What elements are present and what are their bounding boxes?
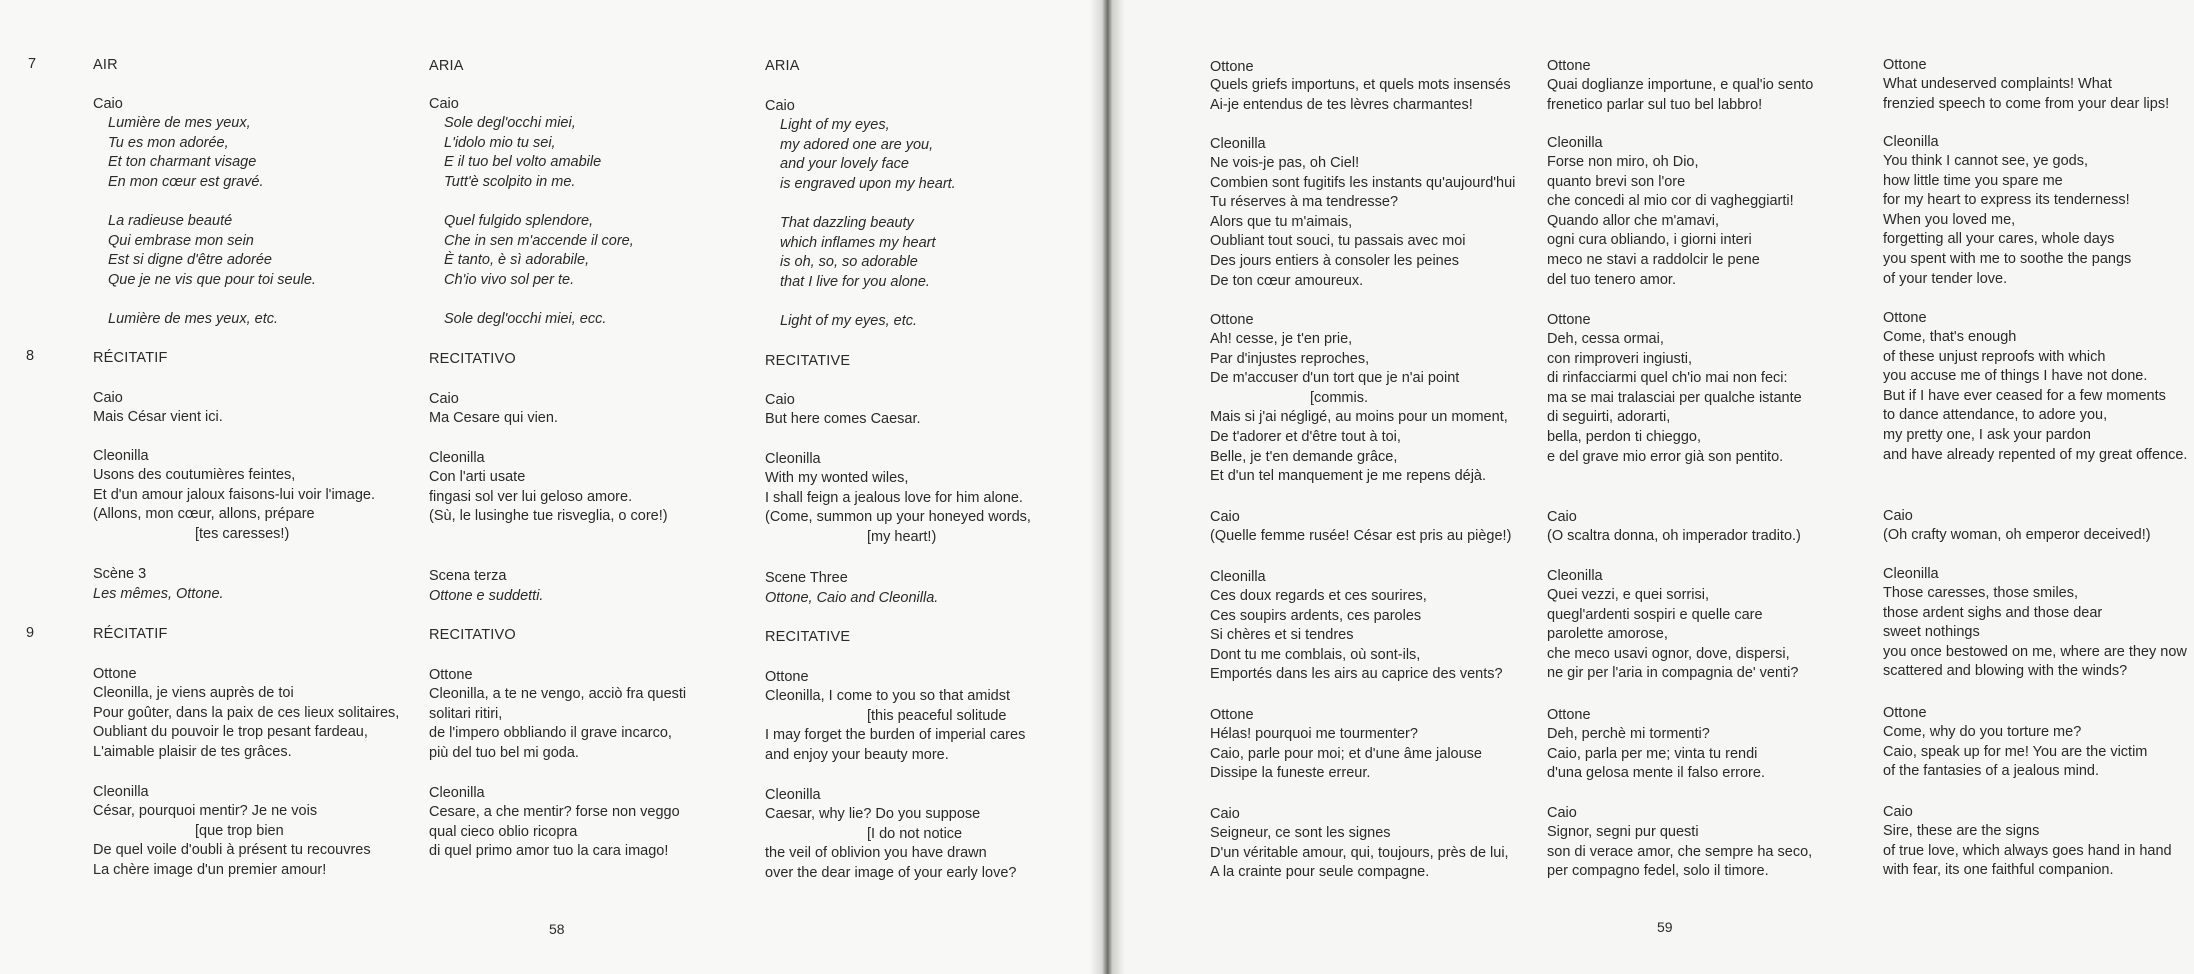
speaker-name: Caio (1547, 805, 1577, 821)
da-capo-line: Lumière de mes yeux, etc. (108, 311, 279, 327)
verse-stanza: That dazzling beauty which inflames my heart is oh, so, so adorable that I live for you alone. (780, 215, 936, 290)
speaker-name: Cleonilla (429, 450, 485, 466)
dialogue-lines: Quels griefs importuns, et quels mots insensés Ai-je entendus de tes lèvres charmantes! (1210, 77, 1511, 113)
section-heading: RECITATIVE (765, 629, 851, 645)
section-number-8: 8 (26, 348, 35, 364)
speaker-name: Caio (765, 392, 795, 408)
dialogue-lines: Ah! cesse, je t'en prie, Par d'injustes reproches, De m'accuser d'un tort que je n'ai point [commis. Mais si j'ai négligé, au moins pour un moment, De t'adorer et d'être tout à toi, Belle, je t'en demande grâce, Et d'un tel manquement je me repens déjà. (1210, 331, 1508, 485)
dialogue-lines: With my wonted wiles, I shall feign a jealous love for him alone. (Come, summon up your honeyed words, [my heart!) (765, 470, 1031, 545)
section-heading: RECITATIVO (429, 627, 516, 643)
speaker-name: Cleonilla (1210, 569, 1266, 585)
speaker-name: Caio (1883, 508, 1913, 524)
speaker-name: Caio (93, 96, 123, 112)
dialogue-lines: Quei vezzi, e quei sorrisi, quegl'ardenti sospiri e quelle care parolette amorose, che meco usavi ognor, dove, dispersi, ne gir per l'aria in compagnia de' venti? (1547, 587, 1799, 682)
speaker-name: Caio (1210, 509, 1240, 525)
dialogue-lines: Ces doux regards et ces sourires, Ces soupirs ardents, ces paroles Si chères et si tendres Dont tu me comblais, où sont-ils, Emportés dans les airs au caprice des vents? (1210, 588, 1503, 683)
scene-title: Scene Three (765, 570, 848, 586)
speaker-name: Cleonilla (429, 785, 485, 801)
section-heading: ARIA (765, 58, 800, 74)
section-heading: RECITATIVE (765, 353, 851, 369)
speaker-name: Caio (429, 96, 459, 112)
speaker-name: Caio (93, 390, 123, 406)
right-page (1106, 0, 2194, 974)
verse-stanza: Lumière de mes yeux, Tu es mon adorée, Et ton charmant visage En mon cœur est gravé. (108, 115, 264, 190)
dialogue-line: (Quelle femme rusée! César est pris au piège!) (1210, 528, 1512, 544)
speaker-name: Cleonilla (93, 784, 149, 800)
verse-stanza: Quel fulgido splendore, Che in sen m'accende il core, È tanto, è sì adorabile, Ch'io vivo sol per te. (444, 213, 634, 288)
speaker-name: Ottone (1547, 58, 1591, 74)
speaker-name: Ottone (1883, 705, 1927, 721)
da-capo-line: Sole degl'occhi miei, ecc. (444, 311, 607, 327)
section-heading: RECITATIVO (429, 351, 516, 367)
speaker-name: Caio (1210, 806, 1240, 822)
dialogue-lines: Con l'arti usate fingasi sol ver lui geloso amore. (Sù, le lusinghe tue risveglia, o core!) (429, 469, 668, 525)
verse-stanza: Light of my eyes, my adored one are you, and your lovely face is engraved upon my heart. (780, 117, 956, 192)
dialogue-lines: You think I cannot see, ye gods, how little time you spare me for my heart to express its tenderness! When you loved me, forgetting all your cares, whole days you spent with me to soothe the pangs of your tender love. (1883, 153, 2132, 287)
speaker-name: Ottone (1210, 707, 1254, 723)
dialogue-lines: Forse non miro, oh Dio, quanto brevi son l'ore che concedi al mio cor di vagheggiarti! Quando allor che m'amavi, ogni cura obliando, i giorni interi meco ne stavi a raddolcir le pene del tuo tenero amor. (1547, 154, 1794, 288)
book-spine-gutter (1090, 0, 1124, 974)
speaker-name: Cleonilla (1883, 566, 1939, 582)
dialogue-lines: Ne vois-je pas, oh Ciel! Combien sont fugitifs les instants qu'aujourd'hui Tu réserves à ma tendresse? Alors que tu m'aimais, Oubliant tout souci, tu passais avec moi Des jours entiers à consoler les peines De ton cœur amoureux. (1210, 155, 1516, 289)
dialogue-line: (Oh crafty woman, oh emperor deceived!) (1883, 527, 2151, 543)
dialogue-lines: Cesare, a che mentir? forse non veggo qual cieco oblio ricopra di quel primo amor tuo la cara imago! (429, 804, 680, 860)
dialogue-lines: What undeserved complaints! What frenzied speech to come from your dear lips! (1883, 76, 2170, 112)
speaker-name: Cleonilla (1547, 135, 1603, 151)
dialogue-lines: Hélas! pourquoi me tourmenter? Caio, parle pour moi; et d'une âme jalouse Dissipe la funeste erreur. (1210, 726, 1482, 782)
speaker-name: Ottone (1883, 57, 1927, 73)
dialogue-lines: Caesar, why lie? Do you suppose [I do not notice the veil of oblivion you have drawn over the dear image of your early love? (765, 806, 1017, 881)
dialogue-lines: Usons des coutumières feintes, Et d'un amour jaloux faisons-lui voir l'image. (Allons, mon cœur, allons, prépare [tes caresses!) (93, 467, 375, 542)
speaker-name: Ottone (429, 667, 473, 683)
page-number: 59 (1657, 919, 1673, 935)
dialogue-lines: Signor, segni pur questi son di verace amor, che sempre ha seco, per compagno fedel, solo il timore. (1547, 824, 1813, 880)
speaker-name: Cleonilla (765, 451, 821, 467)
scene-description: Ottone, Caio and Cleonilla. (765, 590, 939, 606)
speaker-name: Cleonilla (1210, 136, 1266, 152)
dialogue-lines: Sire, these are the signs of true love, which always goes hand in hand with fear, its one faithful companion. (1883, 823, 2172, 879)
speaker-name: Ottone (93, 666, 137, 682)
dialogue-line: Ma Cesare qui vien. (429, 410, 558, 426)
dialogue-lines: Come, why do you torture me? Caio, speak up for me! You are the victim of the fantasies of a jealous mind. (1883, 724, 2148, 780)
dialogue-lines: Those caresses, those smiles, those ardent sighs and those dear sweet nothings you once bestowed on me, where are they now scattered and blowing with the winds? (1883, 585, 2187, 680)
speaker-name: Ottone (765, 669, 809, 685)
speaker-name: Ottone (1883, 310, 1927, 326)
dialogue-lines: Cleonilla, I come to you so that amidst [this peaceful solitude I may forget the burden of imperial cares and enjoy your beauty more. (765, 688, 1026, 763)
dialogue-lines: Deh, cessa ormai, con rimproveri ingiusti, di rinfacciarmi quel ch'io mai non feci: ma se mai tralasciai per qualche istante di seguirti, adorarti, bella, perdon ti chieggo, e del grave mio error già son pentito. (1547, 331, 1802, 465)
dialogue-lines: Deh, perchè mi tormenti? Caio, parla per me; vinta tu rendi d'una gelosa mente il falso errore. (1547, 726, 1765, 782)
verse-stanza: Sole degl'occhi miei, L'idolo mio tu sei, E il tuo bel volto amabile Tutt'è scolpito in me. (444, 115, 602, 190)
section-heading: RÉCITATIF (93, 350, 168, 366)
dialogue-lines: Seigneur, ce sont les signes D'un véritable amour, qui, toujours, près de lui, A la crainte pour seule compagne. (1210, 825, 1509, 881)
dialogue-lines: Cleonilla, a te ne vengo, acciò fra questi solitari ritiri, de l'impero obbliando il grave incarco, più del tuo bel mi goda. (429, 686, 687, 761)
speaker-name: Cleonilla (1883, 134, 1939, 150)
speaker-name: Caio (765, 98, 795, 114)
dialogue-line: (O scaltra donna, oh imperador tradito.) (1547, 528, 1801, 544)
speaker-name: Ottone (1547, 312, 1591, 328)
scene-description: Ottone e suddetti. (429, 588, 544, 604)
dialogue-lines: Cleonilla, je viens auprès de toi Pour goûter, dans la paix de ces lieux solitaires, Oubliant du pouvoir le trop pesant fardeau, L'aimable plaisir de tes grâces. (93, 685, 400, 760)
dialogue-line: But here comes Caesar. (765, 411, 921, 427)
section-number-7: 7 (28, 56, 37, 72)
section-heading: AIR (93, 57, 118, 73)
speaker-name: Cleonilla (765, 787, 821, 803)
verse-stanza: La radieuse beauté Qui embrase mon sein Est si digne d'être adorée Que je ne vis que pour toi seule. (108, 213, 316, 288)
dialogue-lines: César, pourquoi mentir? Je ne vois [que trop bien De quel voile d'oubli à présent tu recouvres La chère image d'un premier amour! (93, 803, 371, 878)
speaker-name: Ottone (1547, 707, 1591, 723)
speaker-name: Cleonilla (93, 448, 149, 464)
scene-description: Les mêmes, Ottone. (93, 586, 224, 602)
dialogue-lines: Quai doglianze importune, e qual'io sento frenetico parlar sul tuo bel labbro! (1547, 77, 1814, 113)
da-capo-line: Light of my eyes, etc. (780, 313, 918, 329)
scene-title: Scène 3 (93, 566, 147, 582)
page-number: 58 (549, 921, 565, 937)
scene-title: Scena terza (429, 568, 507, 584)
speaker-name: Ottone (1210, 59, 1254, 75)
dialogue-line: Mais César vient ici. (93, 409, 223, 425)
speaker-name: Cleonilla (1547, 568, 1603, 584)
speaker-name: Caio (1547, 509, 1577, 525)
speaker-name: Ottone (1210, 312, 1254, 328)
speaker-name: Caio (1883, 804, 1913, 820)
speaker-name: Caio (429, 391, 459, 407)
section-heading: RÉCITATIF (93, 626, 168, 642)
section-number-9: 9 (26, 625, 35, 641)
section-heading: ARIA (429, 58, 464, 74)
dialogue-lines: Come, that's enough of these unjust reproofs with which you accuse me of things I have not done. But if I have ever ceased for a few moments to dance attendance, to adore you, my pretty one, I ask your pardon and have already repented of my great offence. (1883, 329, 2188, 463)
